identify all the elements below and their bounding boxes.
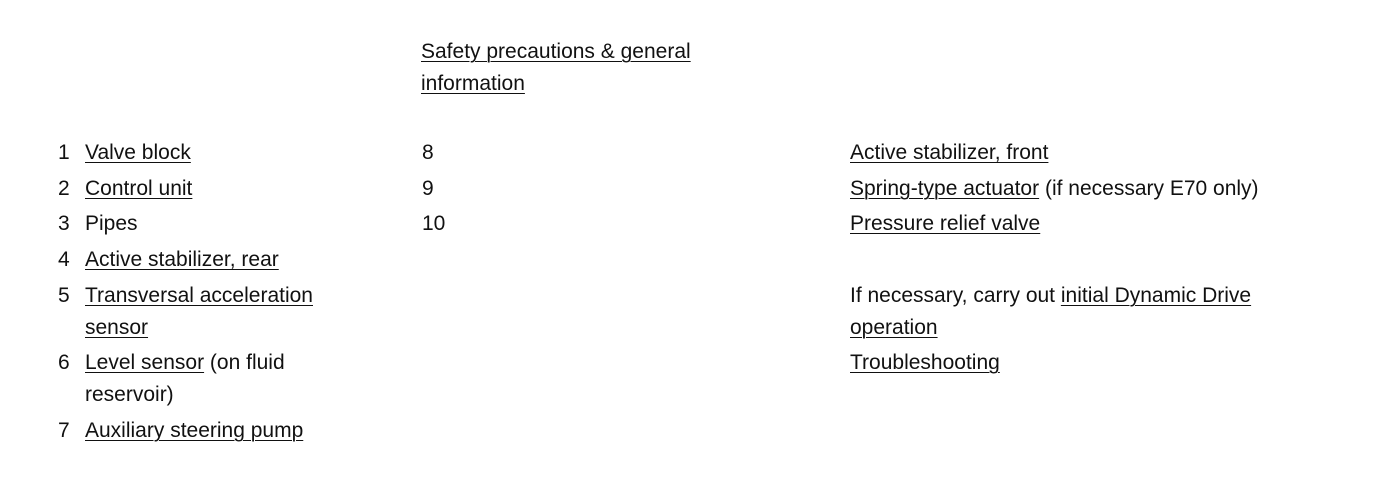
list-item	[58, 137, 70, 169]
safety-precautions-block	[421, 36, 691, 100]
list-item	[58, 415, 70, 447]
pipes-label: Pipes	[85, 212, 138, 235]
pressure-relief-valve-link[interactable]: Pressure relief valve	[850, 212, 1041, 235]
item-number: 1	[58, 141, 70, 164]
transversal-acceleration-sensor-link-line1[interactable]: Transversal acceleration	[85, 284, 313, 307]
initial-operation-line	[850, 280, 1251, 312]
level-sensor-line	[85, 347, 285, 379]
item-number: 6	[58, 351, 70, 374]
auxiliary-steering-pump-link[interactable]: Auxiliary steering pump	[85, 419, 304, 442]
spring-type-actuator-note: (if necessary E70 only)	[1044, 177, 1259, 200]
valve-block-link[interactable]: Valve block	[85, 141, 191, 164]
list-item	[58, 347, 70, 379]
initial-operation-prefix: If necessary, carry out	[850, 284, 1056, 307]
spring-type-actuator-link[interactable]: Spring-type actuator	[850, 177, 1040, 200]
troubleshooting-link[interactable]: Troubleshooting	[850, 351, 1000, 374]
item-number: 7	[58, 419, 70, 442]
level-sensor-link[interactable]: Level sensor	[85, 351, 205, 374]
list-item	[58, 280, 70, 312]
transversal-acceleration-sensor-link-line2[interactable]: sensor	[85, 316, 149, 339]
list-item	[58, 173, 70, 205]
list-item	[58, 208, 70, 240]
level-sensor-note: (on fluid	[209, 351, 285, 374]
item-number: 3	[58, 212, 70, 235]
safety-precautions-link-line2[interactable]: information	[421, 72, 525, 95]
initial-dynamic-drive-operation-link-line1[interactable]: initial Dynamic Drive	[1060, 284, 1252, 307]
initial-dynamic-drive-operation-link-line2[interactable]: operation	[850, 316, 938, 339]
item-number: 9	[422, 177, 434, 200]
item-number: 2	[58, 177, 70, 200]
spring-type-actuator-line	[850, 173, 1259, 205]
active-stabilizer-front-link[interactable]: Active stabilizer, front	[850, 141, 1049, 164]
level-sensor-note-cont: reservoir)	[85, 383, 174, 406]
active-stabilizer-rear-link[interactable]: Active stabilizer, rear	[85, 248, 279, 271]
item-number: 4	[58, 248, 70, 271]
item-number: 10	[422, 212, 446, 235]
item-number: 5	[58, 284, 70, 307]
control-unit-link[interactable]: Control unit	[85, 177, 193, 200]
safety-precautions-link-line1[interactable]: Safety precautions & general	[421, 40, 691, 63]
item-number: 8	[422, 141, 434, 164]
list-item	[58, 244, 70, 276]
